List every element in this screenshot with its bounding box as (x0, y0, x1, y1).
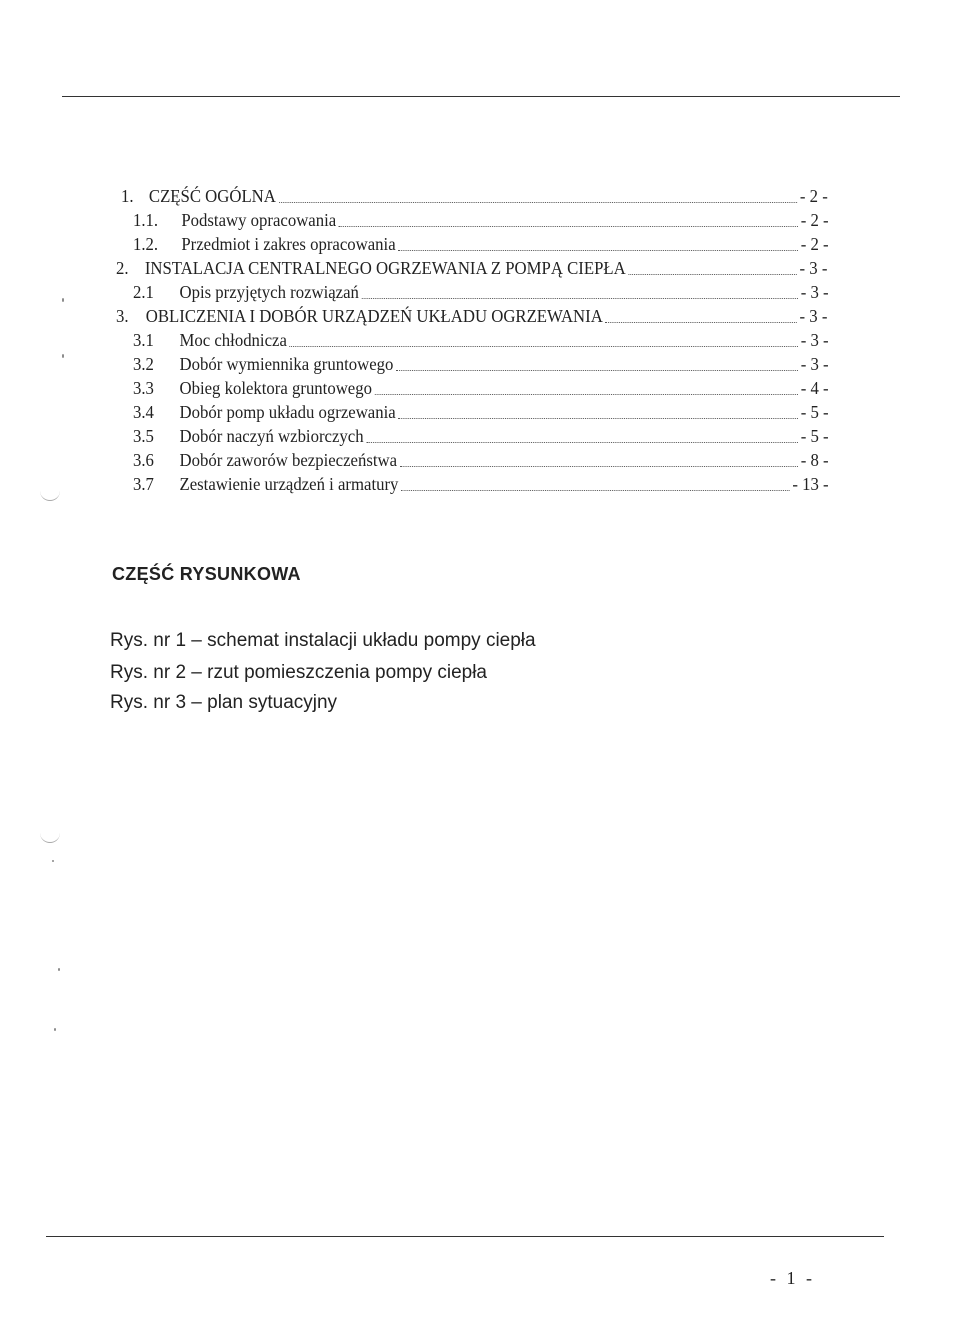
toc-entry-page: - 5 - (800, 402, 829, 422)
punch-hole-mark (40, 830, 60, 843)
toc-entry-number: 3.3 (133, 378, 154, 398)
toc-entry-number: 3.2 (133, 354, 154, 374)
toc-entry-page: - 3 - (799, 258, 828, 278)
dot-leader (398, 418, 797, 419)
toc-entry-number: 3.5 (133, 426, 154, 446)
toc-entry-title: Dobór pomp układu ogrzewania (179, 402, 396, 422)
toc-entry-title: Podstawy opracowania (181, 210, 337, 230)
toc-entry-title: Moc chłodnicza (179, 330, 287, 350)
toc-entry-page: - 3 - (800, 330, 829, 350)
toc-entry-page: - 3 - (800, 354, 829, 374)
toc-entry[interactable] (133, 210, 829, 232)
toc-entry-page: - 5 - (800, 426, 829, 446)
toc-entry-page: - 8 - (800, 450, 829, 470)
drawing-list-item: Rys. nr 3 – plan sytuacyjny (110, 692, 338, 713)
footer-rule (46, 1236, 884, 1237)
dot-leader (628, 274, 796, 275)
page-number: - 1 - (770, 1268, 815, 1288)
dot-leader (398, 250, 798, 251)
dot-leader (362, 298, 798, 299)
toc-entry[interactable] (133, 354, 829, 376)
dot-leader (366, 442, 798, 443)
drawings-heading: CZĘŚĆ RYSUNKOWA (112, 564, 301, 584)
header-rule (62, 96, 900, 97)
toc-entry[interactable] (116, 306, 827, 328)
toc-entry-page: - 2 - (800, 234, 829, 254)
toc-entry-page: - 13 - (792, 474, 829, 494)
toc-entry-title: Obieg kolektora gruntowego (179, 378, 372, 398)
dot-leader (339, 226, 798, 227)
punch-hole-mark (40, 488, 60, 501)
toc-entry-page: - 3 - (799, 306, 828, 326)
toc-entry[interactable] (133, 450, 829, 472)
toc-entry-page: - 2 - (800, 210, 829, 230)
toc-entry-title: Zestawienie urządzeń i armatury (179, 474, 399, 494)
drawing-list-item: Rys. nr 1 – schemat instalacji układu pompy ciepła (110, 630, 536, 651)
toc-entry-number: 1.2. (133, 234, 159, 254)
scan-speck (62, 354, 64, 358)
toc-entry-title: OBLICZENIA I DOBÓR URZĄDZEŃ UKŁADU OGRZEWANIA (145, 306, 603, 326)
toc-entry[interactable] (133, 474, 829, 496)
dot-leader (279, 202, 797, 203)
scan-speck (62, 298, 64, 302)
scan-speck (52, 860, 54, 862)
toc-entry-title: Dobór naczyń wzbiorczych (179, 426, 364, 446)
toc-entry-number: 3.1 (133, 330, 154, 350)
drawing-list-item: Rys. nr 2 – rzut pomieszczenia pompy ciepła (110, 662, 487, 683)
toc-entry-title: Dobór zaworów bezpieczeństwa (179, 450, 398, 470)
toc-entry-number: 1.1. (133, 210, 159, 230)
toc-entry-number: 2.1 (133, 282, 154, 302)
toc-entry-number: 3.6 (133, 450, 154, 470)
toc-entry-page: - 2 - (799, 186, 828, 206)
toc-entry-number: 3. (116, 306, 129, 326)
toc-entry-number: 3.7 (133, 474, 154, 494)
toc-entry-title: INSTALACJA CENTRALNEGO OGRZEWANIA Z POMPĄ CIEPŁA (144, 258, 626, 278)
dot-leader (375, 394, 798, 395)
toc-entry-page: - 3 - (800, 282, 829, 302)
toc-entry-title: CZĘŚĆ OGÓLNA (148, 186, 276, 206)
dot-leader (396, 370, 798, 371)
dot-leader (401, 490, 789, 491)
dot-leader (290, 346, 798, 347)
dot-leader (606, 322, 797, 323)
scan-speck (58, 968, 60, 971)
toc-entry-page: - 4 - (800, 378, 829, 398)
toc-entry-title: Przedmiot i zakres opracowania (181, 234, 396, 254)
toc-entry[interactable] (116, 258, 827, 280)
scan-speck (54, 1028, 56, 1031)
toc-entry-number: 2. (116, 258, 129, 278)
toc-entry[interactable] (133, 330, 829, 352)
toc-entry[interactable] (133, 234, 829, 256)
toc-entry-number: 3.4 (133, 402, 154, 422)
toc-entry[interactable] (121, 186, 828, 208)
toc-entry-title: Dobór wymiennika gruntowego (179, 354, 394, 374)
toc-entry[interactable] (133, 426, 829, 448)
toc-entry[interactable] (133, 402, 829, 424)
dot-leader (400, 466, 798, 467)
toc-entry-number: 1. (121, 186, 134, 206)
toc-entry[interactable] (133, 378, 829, 400)
toc-entry-title: Opis przyjętych rozwiązań (179, 282, 359, 302)
toc-entry[interactable] (133, 282, 829, 304)
